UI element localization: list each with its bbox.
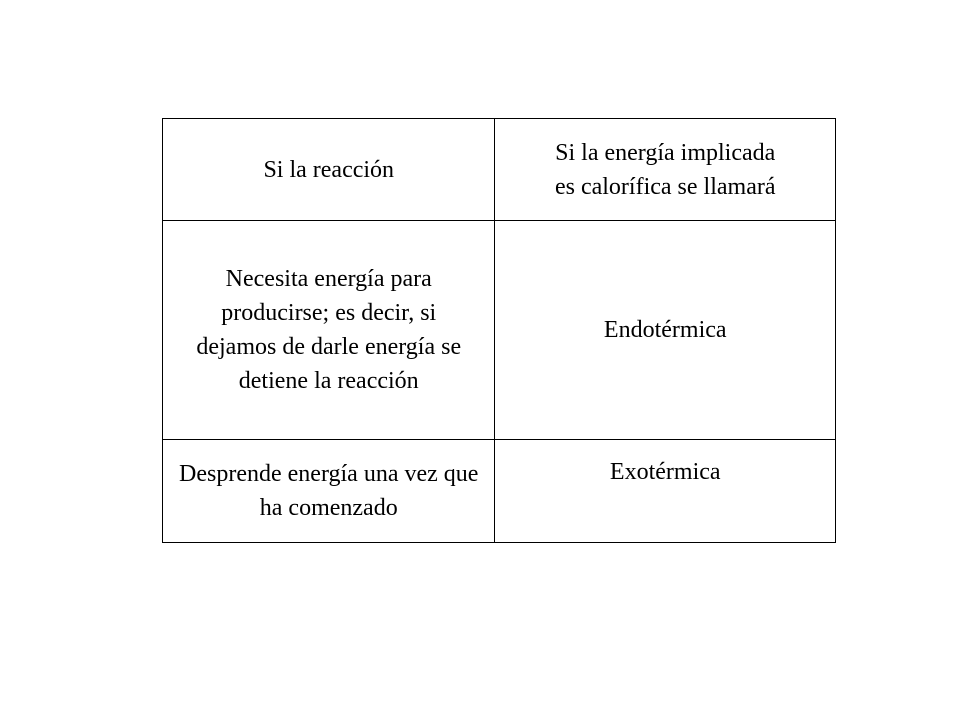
row-description-cell xyxy=(163,221,495,440)
table-header-row xyxy=(163,119,836,221)
header-cell-energy xyxy=(495,119,836,221)
row-type-cell xyxy=(495,440,836,543)
reaction-table xyxy=(162,118,836,543)
row-type-cell xyxy=(495,221,836,440)
row-description-cell xyxy=(163,440,495,543)
row-type: Exotérmica xyxy=(609,459,721,485)
row-description: Desprende energía una vez que ha comenzado xyxy=(179,461,479,521)
header-label-reaction: Si la reacción xyxy=(263,156,395,183)
header-label-energy-line2: es calorífica se llamará xyxy=(554,173,776,200)
header-cell-reaction xyxy=(163,119,495,221)
header-label-energy-line1: Si la energía implicada xyxy=(555,139,776,166)
row-type: Endotérmica xyxy=(603,317,727,343)
table-row xyxy=(163,221,836,440)
row-description: Necesita energía para producirse; es decir, si dejamos de darle energía se detiene la reacción xyxy=(196,266,462,394)
table-row xyxy=(163,440,836,543)
